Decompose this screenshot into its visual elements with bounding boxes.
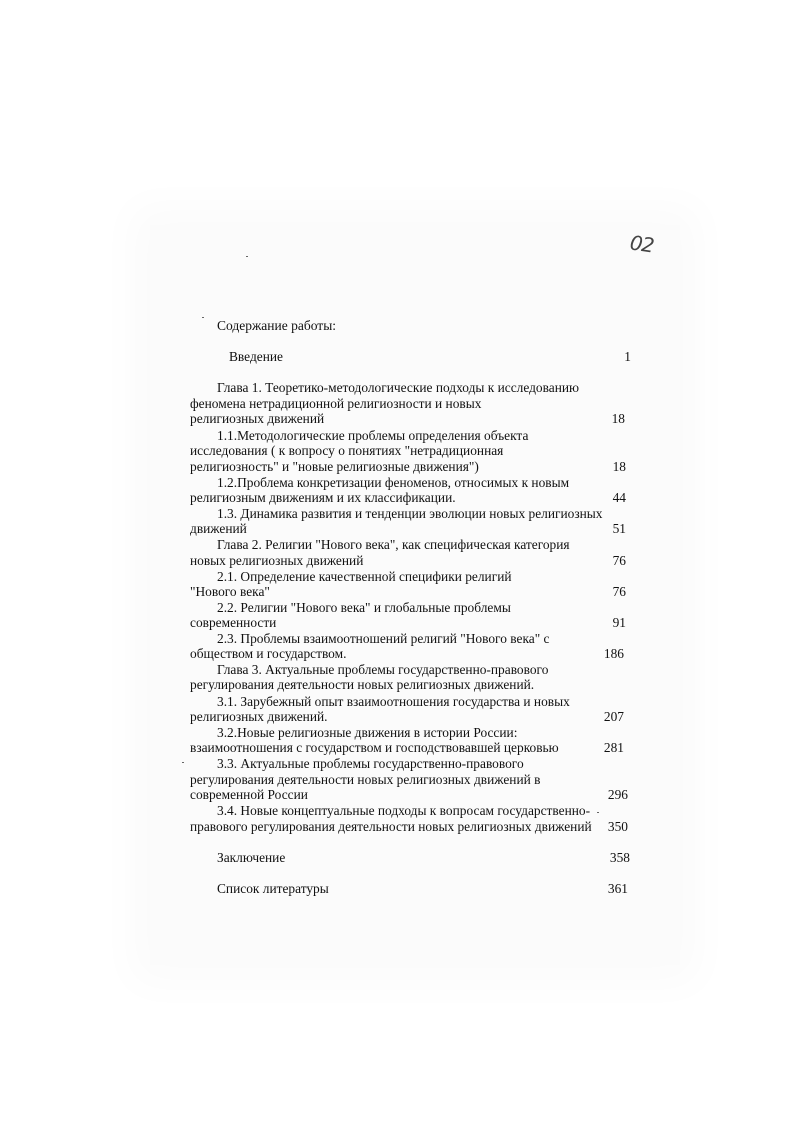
toc-entry-line: правового регулирования деятельности новых религиозных движений <box>190 819 592 834</box>
toc-entry-line: Список литературы <box>217 881 329 896</box>
toc-entry-line: религиозным движениям и их классификации. <box>190 490 456 505</box>
toc-entry-line: религиозных движений. <box>190 709 328 724</box>
toc-entry-line: Глава 3. Актуальные проблемы государственно-правового <box>217 662 549 677</box>
toc-page-number: 350 <box>607 819 628 834</box>
toc-page-number: 281 <box>603 740 624 755</box>
toc-page-number: 76 <box>612 553 626 568</box>
toc-entry-line: движений <box>190 521 247 536</box>
toc-entry-line: 1.3. Динамика развития и тенденции эволюции новых религиозных <box>217 506 603 521</box>
handwritten-page-mark: 02 <box>628 230 656 258</box>
toc-entry-line: Заключение <box>217 850 286 865</box>
toc-entry-line: "Нового века" <box>190 584 270 599</box>
toc-entry-line: феномена нетрадиционной религиозности и новых <box>190 396 482 411</box>
toc-entry-line: 1.2.Проблема конкретизации феноменов, относимых к новым <box>217 475 570 490</box>
toc-page-number: 186 <box>603 646 624 661</box>
toc-title: Содержание работы: <box>217 318 337 333</box>
toc-entry-line: религиозность" и "новые религиозные движения") <box>190 459 479 474</box>
toc-page-number: 76 <box>612 584 626 599</box>
toc-page-number: 91 <box>612 615 626 630</box>
toc-entry-line: регулирования деятельности новых религиозных движений. <box>190 677 535 692</box>
toc-entry-line: обществом и государством. <box>190 646 347 661</box>
toc-entry-line: религиозных движений <box>190 411 325 426</box>
toc-page-number: 18 <box>611 411 625 426</box>
toc-entry-line: 2.2. Религии "Нового века" и глобальные проблемы <box>217 600 511 615</box>
toc-entry-line: 3.1. Зарубежный опыт взаимоотношения государства и новых <box>217 694 570 709</box>
toc-page-number: 1 <box>624 349 631 364</box>
toc-entry-line: 3.3. Актуальные проблемы государственно-правового <box>217 756 524 771</box>
scan-speck <box>597 812 599 813</box>
toc-entry-line: Глава 1. Теоретико-методологические подходы к исследованию <box>217 380 580 395</box>
toc-entry-line: 3.2.Новые религиозные движения в истории России: <box>217 725 518 740</box>
toc-entry-line: взаимоотношения с государством и господствовавшей церковью <box>190 740 559 755</box>
toc-entry-line: современности <box>190 615 277 630</box>
toc-entry-line: современной России <box>190 787 308 802</box>
toc-entry-line: регулирования деятельности новых религиозных движений в <box>190 772 541 787</box>
toc-entry-line: 3.4. Новые концептуальные подходы к вопросам государственно- <box>217 803 591 818</box>
scan-speck <box>246 256 248 257</box>
toc-entry-line: Глава 2. Религии "Нового века", как специфическая категория <box>217 537 570 552</box>
toc-page-number: 358 <box>609 850 630 865</box>
toc-page-number: 361 <box>607 881 628 896</box>
toc-entry-line: 1.1.Методологические проблемы определения объекта <box>217 428 529 443</box>
scan-speck <box>182 762 184 763</box>
toc-page-number: 44 <box>612 490 626 505</box>
scan-speck <box>202 317 204 318</box>
toc-entry-line: 2.1. Определение качественной специфики религий <box>217 569 512 584</box>
toc-entry-line: Введение <box>229 349 283 364</box>
toc-page-number: 18 <box>612 459 626 474</box>
toc-entry-line: новых религиозных движений <box>190 553 364 568</box>
toc-page-number: 207 <box>603 709 624 724</box>
toc-entry-line: 2.3. Проблемы взаимоотношений религий "Нового века" с <box>217 631 550 646</box>
toc-entry-line: исследования ( к вопросу о понятиях "нетрадиционная <box>190 443 504 458</box>
toc-page-number: 296 <box>607 787 628 802</box>
toc-page-number: 51 <box>612 521 626 536</box>
